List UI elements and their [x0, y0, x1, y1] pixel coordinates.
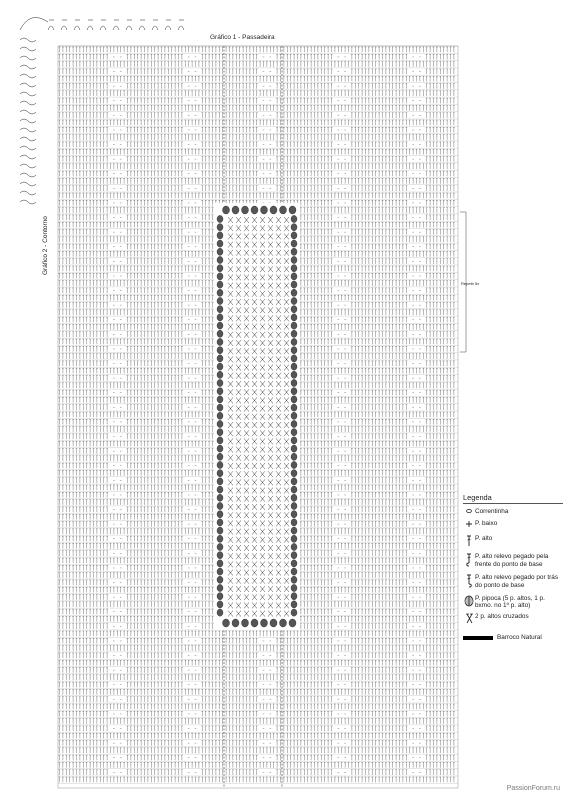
chart-title: Gráfico 1 - Passadeira — [210, 34, 275, 41]
legend-item — [463, 574, 563, 592]
legend-item — [463, 535, 563, 551]
legend-label: P. pipoca (5 p. altos, 1 p. bxmo. no 1º p. alto) — [475, 594, 545, 610]
legend-label: P. alto — [475, 534, 493, 542]
repeat-note: Repetir 5x — [461, 281, 480, 286]
legend — [463, 494, 563, 644]
center-motif — [214, 203, 300, 630]
yarn-color-swatch — [463, 636, 493, 640]
legend-yarn — [463, 634, 563, 642]
legend-title: Legenda — [463, 494, 563, 504]
chain-icon — [463, 508, 475, 518]
back-post-dc-icon — [463, 574, 475, 592]
border-chart-title: Gráfico 2 - Contorno — [42, 216, 49, 275]
legend-item — [463, 520, 563, 532]
legend-item — [463, 553, 563, 571]
single-crochet-icon — [463, 520, 475, 532]
legend-yarn-label: Barroco Natural — [497, 633, 542, 641]
legend-label: Correntinha — [475, 507, 509, 515]
crossed-dc-icon — [463, 613, 475, 628]
legend-label: P. baixo — [475, 520, 498, 528]
popcorn-stitch-icon — [463, 595, 475, 611]
watermark: PassionForum.ru — [506, 785, 560, 792]
legend-item — [463, 595, 563, 611]
legend-item — [463, 613, 563, 628]
legend-label: P. alto relevo pegado pela frente do ponto de base — [475, 553, 549, 568]
legend-label: 2 p. altos cruzados — [475, 613, 529, 621]
legend-item — [463, 508, 563, 518]
double-crochet-icon — [463, 535, 475, 551]
front-post-dc-icon — [463, 553, 475, 571]
border-edging — [20, 18, 184, 205]
legend-label: P. alto relevo pegado por trás do ponto de base — [475, 573, 559, 589]
